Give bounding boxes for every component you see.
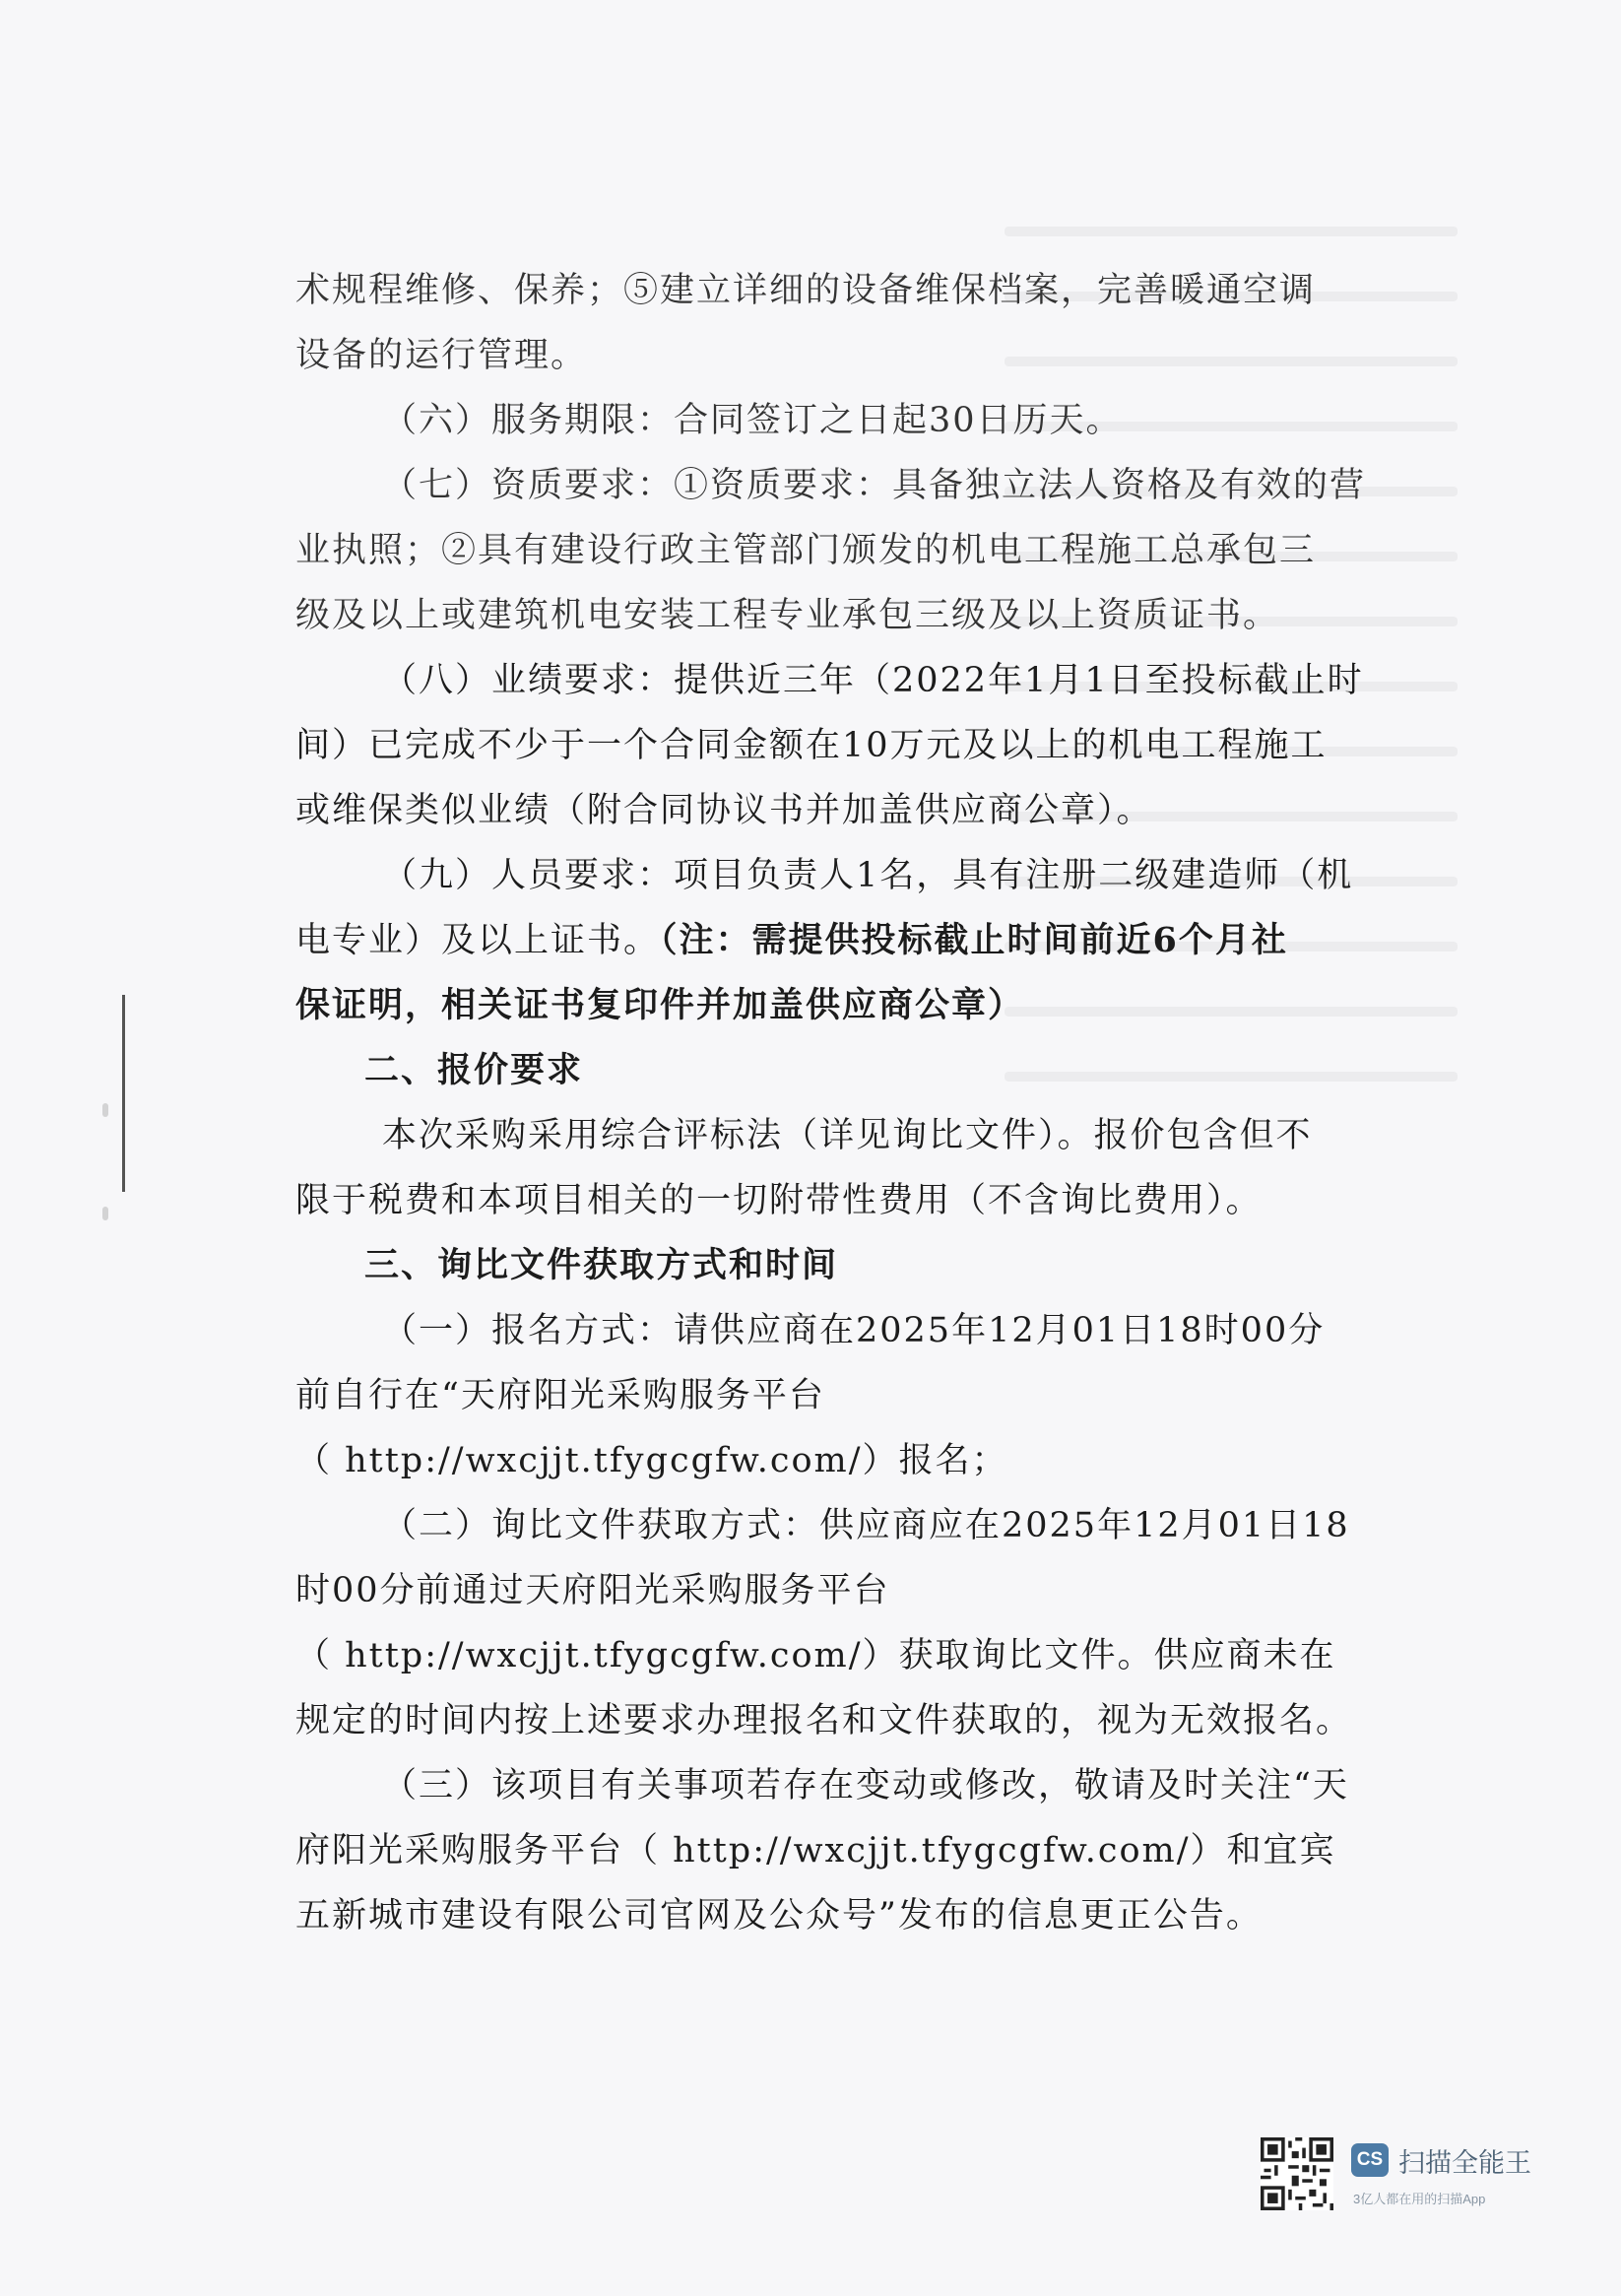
paragraph-line: （一）报名方式：请供应商在2025年12月01日18时00分	[382, 1311, 1326, 1350]
paragraph-line: （八）业绩要求：提供近三年（2022年1月1日至投标截止时	[382, 661, 1364, 700]
paragraph-line: 电专业）及以上证书。（注：需提供投标截止时间前近6个月社	[295, 920, 1288, 960]
paragraph-line-url: （ http://wxcjjt.tfygcgfw.com/）获取询比文件。供应商未在	[295, 1636, 1336, 1675]
scanner-app-name: 扫描全能王	[1398, 2148, 1531, 2178]
paragraph-line: （九）人员要求：项目负责人1名，具有注册二级建造师（机	[382, 856, 1354, 895]
scan-speck	[102, 1207, 108, 1220]
paragraph-line-bold: 保证明，相关证书复印件并加盖供应商公章）	[295, 985, 1025, 1025]
paragraph-line: 前自行在“天府阳光采购服务平台	[295, 1376, 825, 1415]
paragraph-line: （三）该项目有关事项若存在变动或修改，敬请及时关注“天	[382, 1766, 1349, 1805]
paragraph-line: 业执照；②具有建设行政主管部门颁发的机电工程施工总承包三	[295, 531, 1317, 570]
paragraph-line: 时00分前通过天府阳光采购服务平台	[295, 1571, 890, 1610]
paragraph-line: 规定的时间内按上述要求办理报名和文件获取的，视为无效报名。	[295, 1701, 1353, 1740]
paragraph-line: 五新城市建设有限公司官网及公众号”发布的信息更正公告。	[295, 1896, 1263, 1935]
scanner-tagline: 3亿人都在用的扫描App	[1353, 2192, 1486, 2206]
paragraph-line: 本次采购采用综合评标法（详见询比文件）。报价包含但不	[382, 1116, 1313, 1155]
paragraph-line: 术规程维修、保养；⑤建立详细的设备维保档案，完善暖通空调	[295, 271, 1317, 310]
section-heading-pricing: 二、报价要求	[364, 1050, 584, 1090]
paragraph-line: （六）服务期限：合同签订之日起30日历天。	[382, 401, 1123, 440]
paragraph-line: 或维保类似业绩（附合同协议书并加盖供应商公章）。	[295, 791, 1153, 830]
qr-code-icon	[1261, 2137, 1333, 2210]
paragraph-line: （七）资质要求：①资质要求：具备独立法人资格及有效的营	[382, 466, 1367, 505]
scan-speck	[102, 1103, 108, 1117]
paragraph-line-url: （ http://wxcjjt.tfygcgfw.com/）报名；	[295, 1441, 1008, 1480]
paragraph-line-url: 府阳光采购服务平台（ http://wxcjjt.tfygcgfw.com/）和宜宾	[295, 1831, 1336, 1870]
scan-edge-mark	[122, 995, 125, 1192]
document-body	[295, 258, 1367, 1948]
scanner-logo-icon: CS	[1351, 2143, 1389, 2177]
scanner-watermark	[1261, 2137, 1556, 2236]
paragraph-line: 间）已完成不少于一个合同金额在10万元及以上的机电工程施工	[295, 726, 1328, 765]
paragraph-line: 限于税费和本项目相关的一切附带性费用（不含询比费用）。	[295, 1181, 1263, 1220]
paragraph-line: 设备的运行管理。	[295, 336, 588, 375]
section-heading-documents: 三、询比文件获取方式和时间	[364, 1245, 839, 1285]
paragraph-line: （二）询比文件获取方式：供应商应在2025年12月01日18	[382, 1506, 1350, 1545]
paragraph-line: 级及以上或建筑机电安装工程专业承包三级及以上资质证书。	[295, 596, 1280, 635]
bold-note-text: （注：需提供投标截止时间前近6个月社	[660, 920, 1288, 960]
